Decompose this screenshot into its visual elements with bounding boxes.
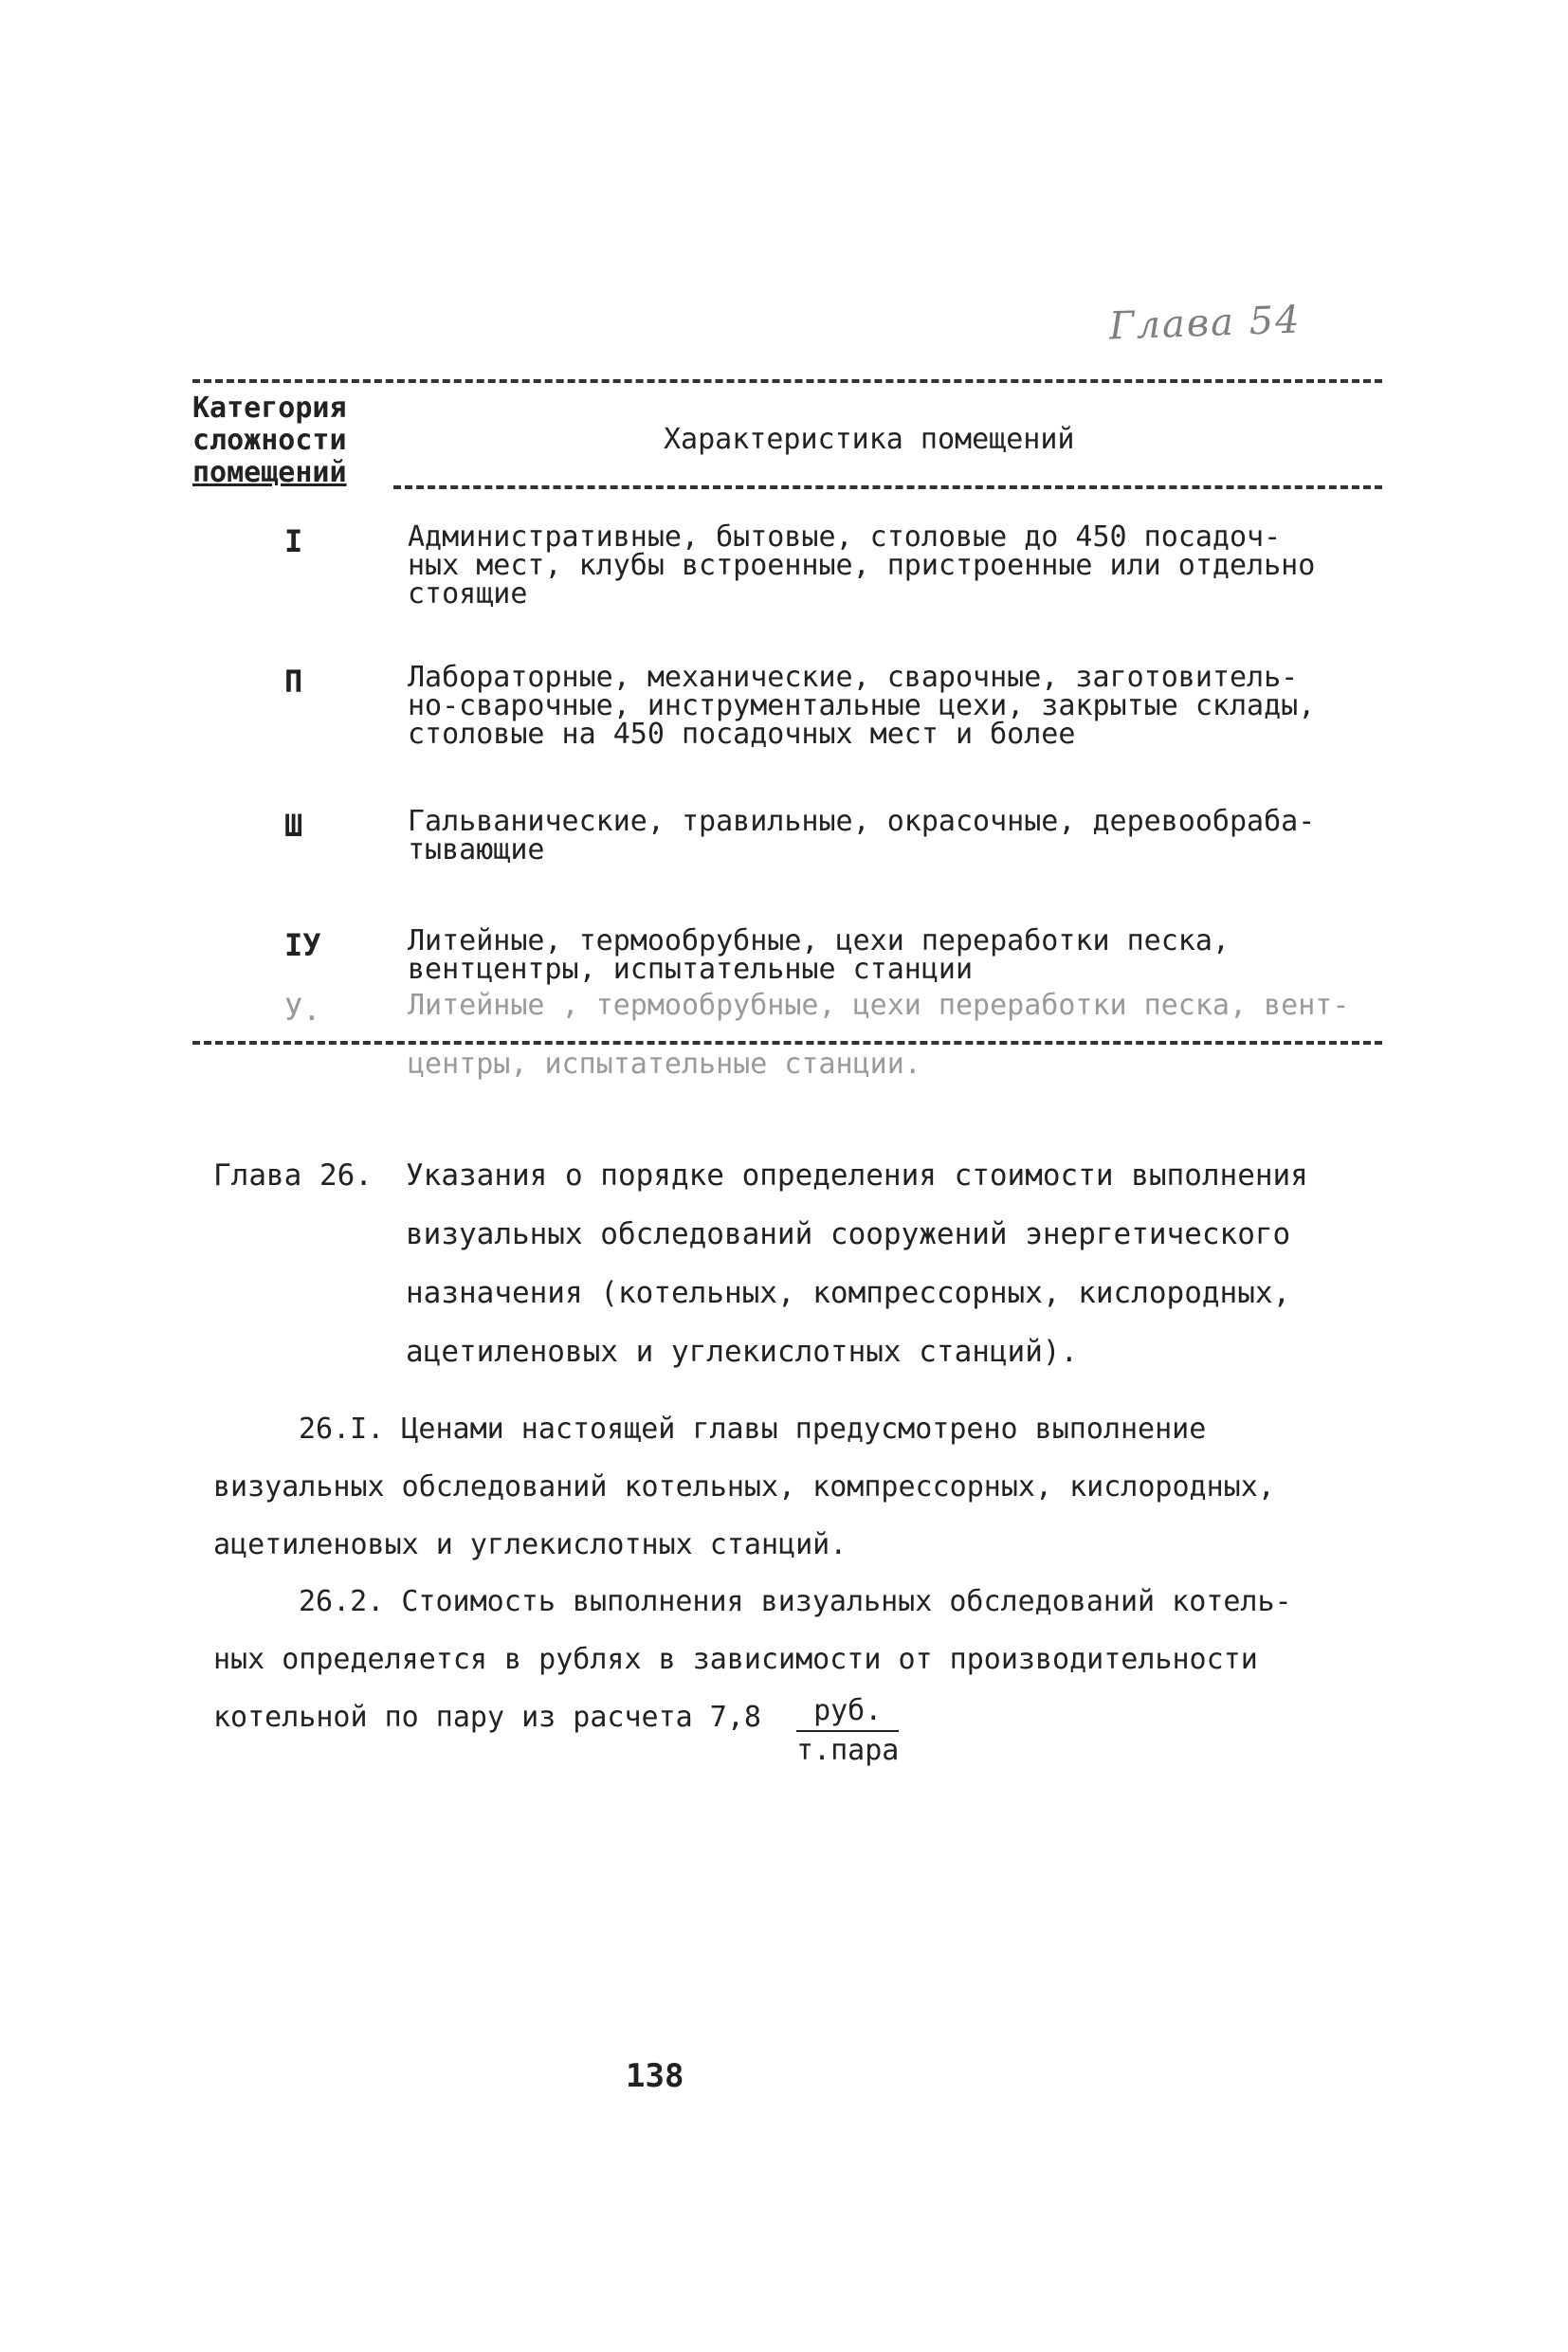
- header-category-line: сложности: [192, 424, 347, 457]
- chapter-title-line: Указания о порядке определения стоимости выполнения: [406, 1158, 1308, 1193]
- chapter-label: Глава 26.: [213, 1158, 373, 1193]
- table-top-rule: [192, 379, 1382, 383]
- header-category: [192, 392, 401, 489]
- header-category-line: помещений: [192, 456, 347, 489]
- fraction-denominator: т.пара: [796, 1734, 900, 1767]
- row-category: П: [284, 664, 303, 700]
- paragraph-line: 26.2. Стоимость выполнения визуальных обследований котель-: [299, 1585, 1292, 1618]
- row-description: [408, 661, 1394, 751]
- header-category-line: Категория: [192, 392, 347, 425]
- chapter-title-line: назначения (котельных, компрессорных, кислородных,: [406, 1276, 1291, 1310]
- row-line: вентцентры, испытательные станции: [408, 953, 974, 986]
- row-line: столовые на 450 посадочных мест и более: [408, 718, 1076, 751]
- row-category: У.: [284, 992, 321, 1028]
- row-line: Административные, бытовые, столовые до 450 посадоч-: [408, 520, 1282, 554]
- row-description: [408, 1050, 1394, 1079]
- row-description: [408, 989, 1394, 1022]
- header-characteristic: Характеристика помещений: [664, 423, 1075, 456]
- unit-fraction: [796, 1692, 899, 1770]
- handwritten-note: Глава 54: [1108, 298, 1303, 349]
- row-line: тывающие: [408, 833, 545, 866]
- row-line: ных мест, клубы встроенные, пристроенные или отдельно: [408, 549, 1316, 582]
- chapter-title: [406, 1158, 1308, 1394]
- row-description: [408, 805, 1394, 866]
- row-line: Литейные, термообрубные, цехи переработки песка,: [408, 924, 1230, 957]
- row-category: I: [284, 523, 303, 559]
- chapter-title-line: визуальных обследований сооружений энергетического: [406, 1217, 1291, 1251]
- row-line: центры, испытательные станции.: [408, 1048, 921, 1081]
- paragraph-line: ацетиленовых и углекислотных станций.: [213, 1528, 848, 1561]
- row-category: Ш: [284, 808, 303, 844]
- fraction-numerator: руб.: [796, 1692, 899, 1732]
- paragraph-26-1: [213, 1413, 1275, 1586]
- paragraph-line: визуальных обследований котельных, компрессорных, кислородных,: [213, 1470, 1275, 1504]
- row-description: [408, 924, 1394, 986]
- paragraph-line: 26.I. Ценами настоящей главы предусмотрено выполнение: [299, 1413, 1207, 1446]
- row-line: Гальванические, травильные, окрасочные, деревообраба-: [408, 805, 1316, 838]
- row-line: Литейные , термообрубные, цехи переработки песка, вент-: [408, 989, 1350, 1022]
- table-bottom-rule: [192, 1041, 1382, 1045]
- paragraph-line: ных определяется в рублях в зависимости от производительности: [213, 1643, 1258, 1676]
- chapter-title-line: ацетиленовых и углекислотных станций).: [406, 1335, 1079, 1369]
- paragraph-line: котельной по пару из расчета 7,8: [213, 1701, 761, 1734]
- row-line: стоящие: [408, 577, 528, 611]
- header-bottom-rule: [393, 485, 1382, 489]
- paragraph-26-2: [213, 1585, 1292, 1759]
- row-category: ІУ: [284, 927, 321, 963]
- row-description: [408, 520, 1394, 611]
- row-line: но-сварочные, инструментальные цехи, закрытые склады,: [408, 689, 1316, 722]
- page-number: 138: [626, 2057, 684, 2095]
- row-line: Лабораторные, механические, сварочные, заготовитель-: [408, 661, 1299, 694]
